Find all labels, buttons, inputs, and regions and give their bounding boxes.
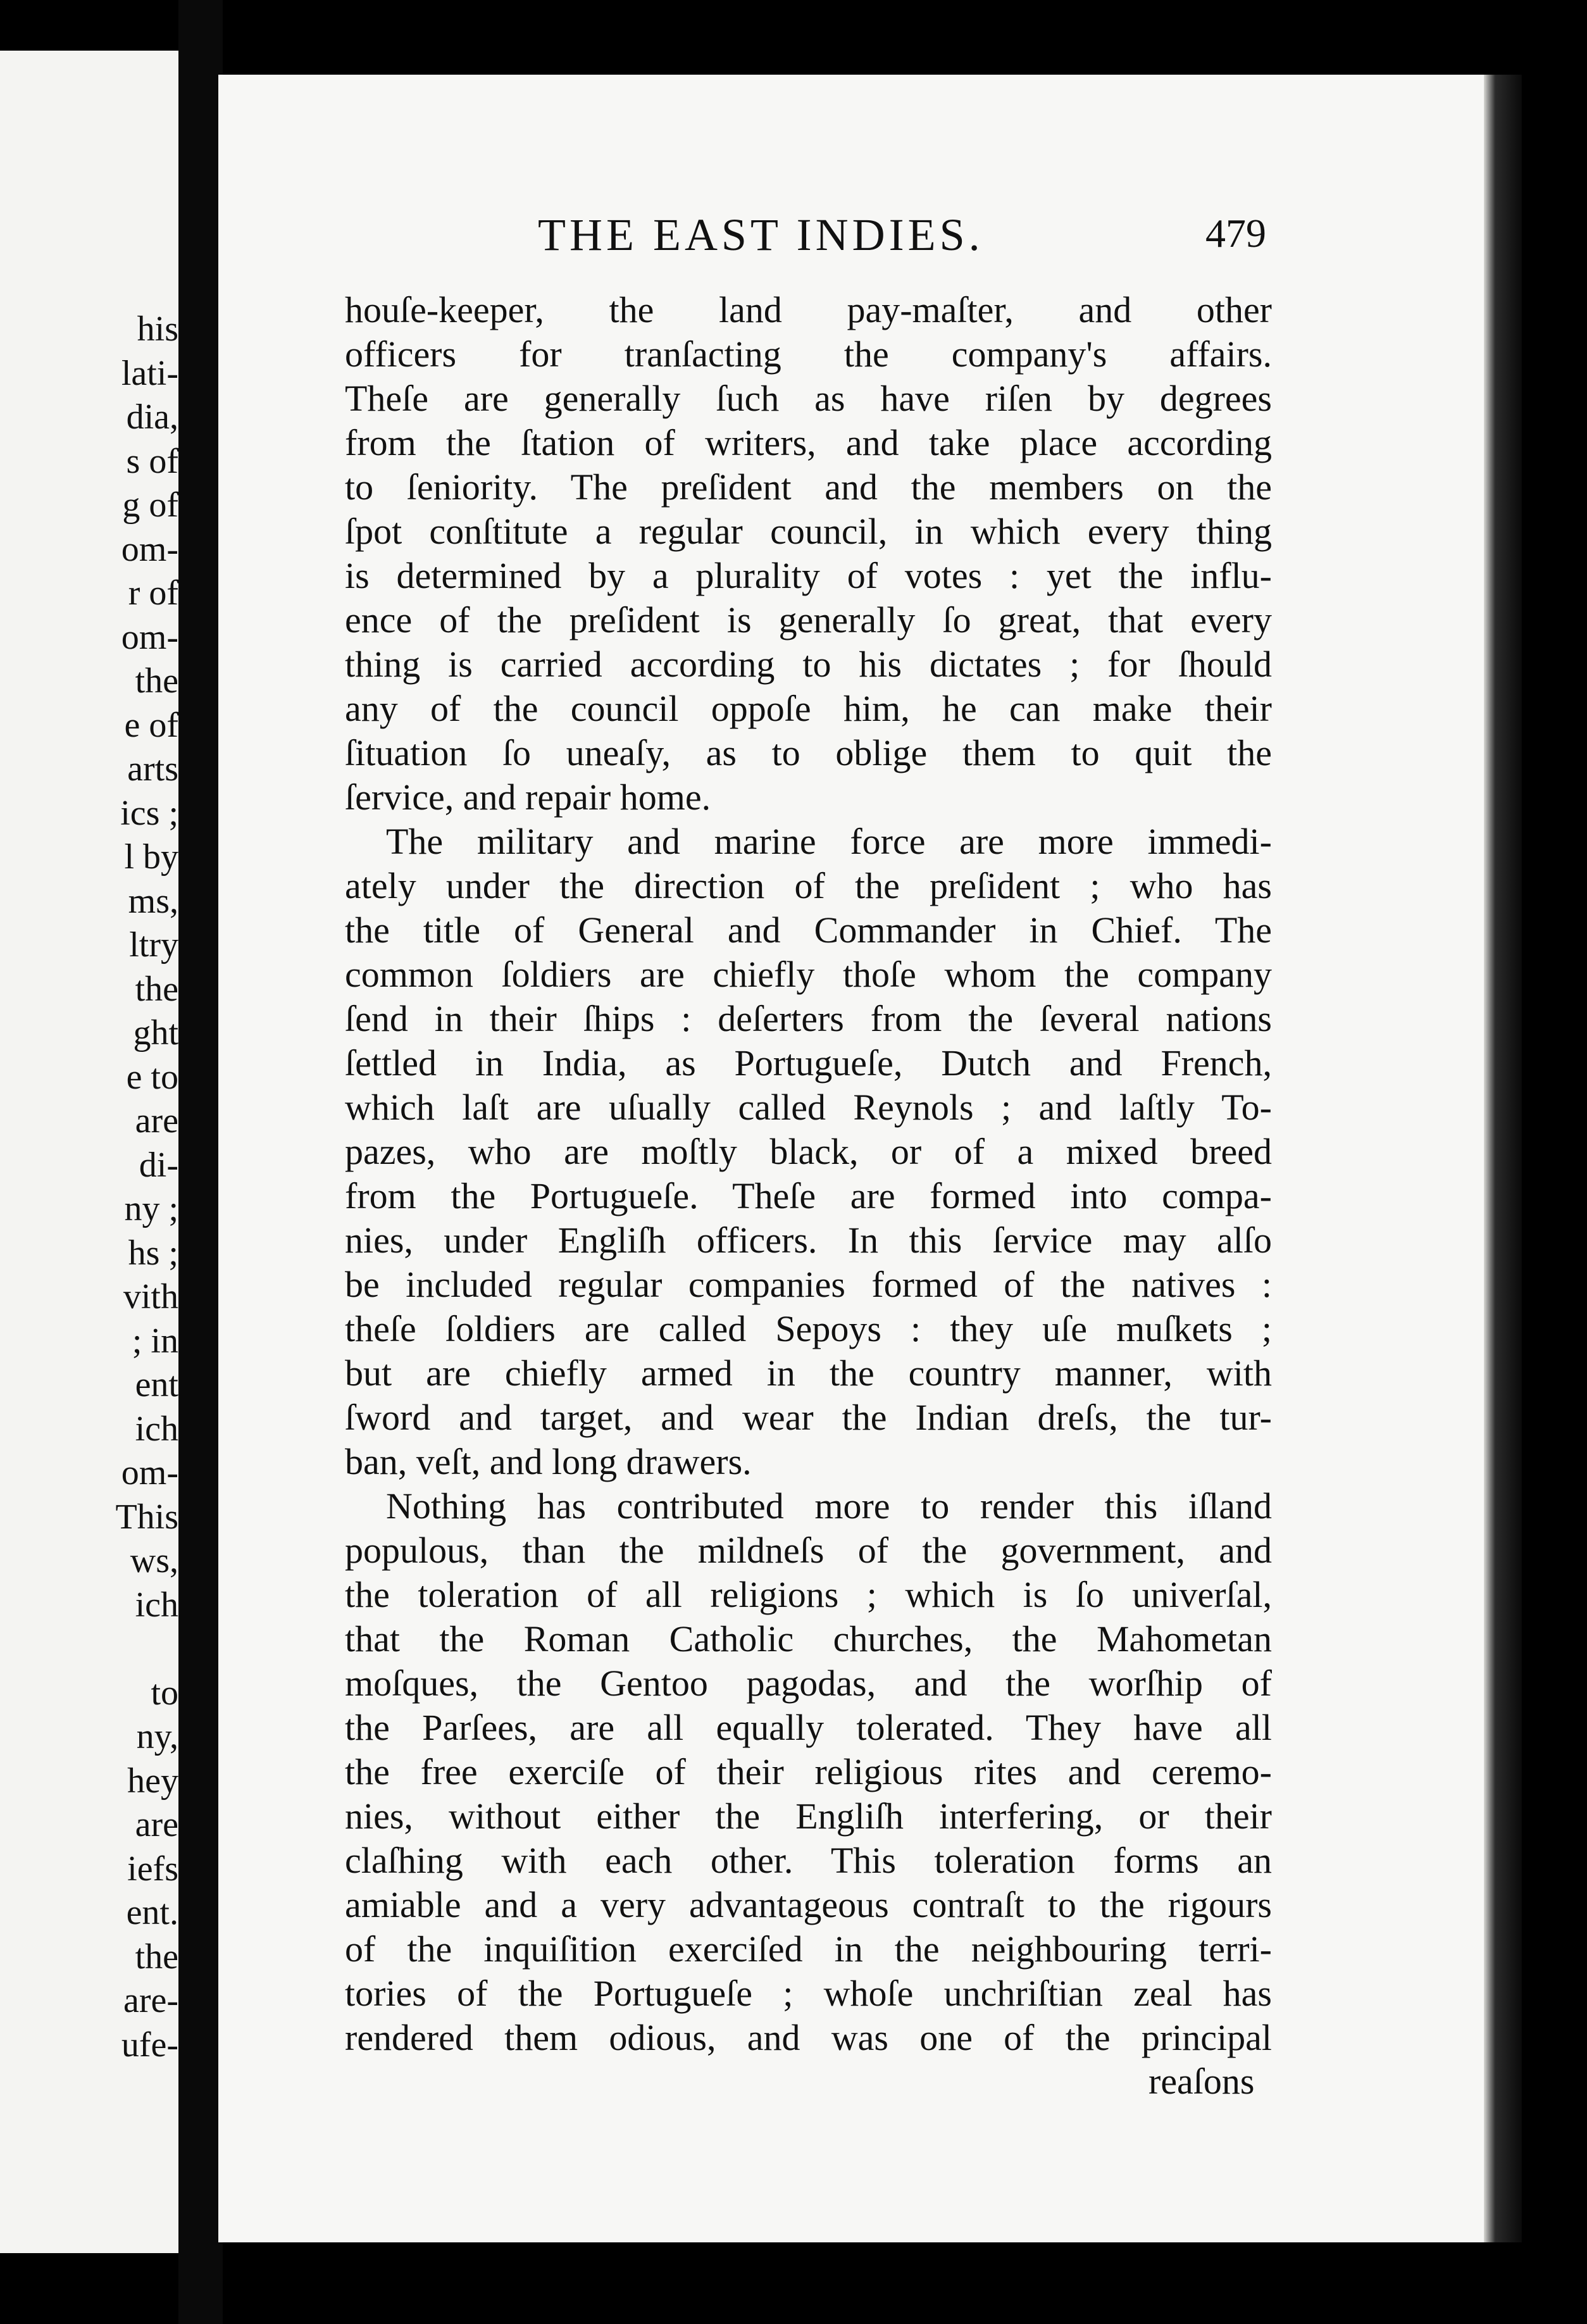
body-text-line: to ſeniority. The preſident and the members on the [345,466,1272,508]
left-page-line-fragment: the [135,969,178,1009]
left-page-line-fragment: This [115,1497,178,1537]
body-text-line: which laſt are uſually called Reynols ; and laſtly To- [345,1087,1272,1128]
left-page-line-fragment: ms, [128,881,178,921]
left-page-line-fragment: to [151,1673,178,1713]
body-text-line: houſe-keeper, the land pay-maſter, and other [345,289,1272,330]
left-page-line-fragment: ny, [136,1717,178,1756]
body-text-line: tories of the Portugueſe ; whoſe unchriſtian zeal has [345,1973,1272,2014]
body-text-line: that the Roman Catholic churches, the Mahometan [345,1618,1272,1659]
left-page-line-fragment: the [135,661,178,701]
body-text-line: the title of General and Commander in Chief. The [345,909,1272,951]
left-page-line-fragment: hey [127,1761,178,1801]
body-text [345,288,1272,2060]
body-text-line: ſervice, and repair home. [345,777,711,818]
left-page-line-fragment: ich [135,1409,178,1449]
left-page-line-fragment: e of [124,705,178,745]
left-page-line-fragment: the [135,1937,178,1977]
left-page-line-fragment: om- [121,617,178,657]
body-text-line: of the inquiſition exerciſed in the neighbouring terri- [345,1928,1272,1970]
body-text-line: rendered them odious, and was one of the principal [345,2017,1272,2058]
body-text-line: ſpot conſtitute a regular council, in which every thing [345,511,1272,552]
page-edge [1484,75,1522,2242]
left-page-line-fragment: hs ; [128,1233,178,1273]
left-page-line-fragment: om- [121,1453,178,1492]
left-page-line-fragment: are [135,1101,178,1140]
body-text-line: pazes, who are moſtly black, or of a mixed breed [345,1131,1272,1172]
left-page-line-fragment: e to [126,1057,178,1097]
catchword: reaſons [1148,2061,1255,2102]
page-number: 479 [1205,211,1266,256]
body-text-line: common ſoldiers are chiefly thoſe whom the company [345,954,1272,995]
body-text-line: claſhing with each other. This toleration forms an [345,1840,1272,1881]
left-page-line-fragment: di- [139,1145,178,1185]
left-page-line-fragment: arts [127,749,178,789]
left-page-line-fragment: g of [122,485,178,525]
body-text-line: any of the council oppoſe him, he can make their [345,688,1272,729]
left-page-line-fragment: ny ; [124,1189,178,1228]
body-text-line: Theſe are generally ſuch as have riſen by degrees [345,378,1272,419]
body-text-line: be included regular companies formed of the natives : [345,1264,1272,1305]
body-text-line: ſituation ſo uneaſy, as to oblige them to quit the [345,732,1272,773]
body-text-line: officers for tranſacting the company's affairs. [345,334,1272,375]
left-page-line-fragment: ltry [129,925,178,965]
left-facing-page [0,51,178,2253]
left-page-line-fragment: ich [135,1585,178,1625]
body-text-line: nies, without either the Engliſh interfering, or their [345,1796,1272,1837]
body-text-line: theſe ſoldiers are called Sepoys : they uſe muſkets ; [345,1308,1272,1349]
left-page-line-fragment: r of [128,573,178,613]
left-page-line-fragment: ent. [126,1893,178,1932]
body-text-line: ban, veſt, and long drawers. [345,1441,752,1482]
body-text-line: thing is carried according to his dictates ; for ſhould [345,644,1272,685]
body-text-line: nies, under Engliſh officers. In this ſervice may alſo [345,1220,1272,1261]
body-text-line: ſend in their ſhips : deſerters from the ſeveral nations [345,998,1272,1039]
body-text-line: ſettled in India, as Portugueſe, Dutch and French, [345,1042,1272,1084]
body-text-line: Nothing has contributed more to render this iſland [386,1485,1272,1527]
body-text-line: moſques, the Gentoo pagodas, and the worſhip of [345,1663,1272,1704]
left-page-line-fragment: iefs [127,1849,178,1889]
body-text-line: from the ſtation of writers, and take place according [345,422,1272,463]
body-text-line: the free exerciſe of their religious rites and ceremo- [345,1751,1272,1792]
left-page-line-fragment: ics ; [120,793,178,833]
left-page-line-fragment: are- [123,1981,178,2020]
body-text-line: from the Portugueſe. Theſe are formed into compa- [345,1175,1272,1216]
body-text-line: but are chiefly armed in the country manner, with [345,1353,1272,1394]
left-page-line-fragment: l by [124,837,178,877]
left-page-line-fragment: ; in [132,1321,178,1361]
left-page-line-fragment: ent [135,1365,178,1404]
left-page-line-fragment: vith [123,1277,178,1316]
left-page-line-fragment: ws, [130,1541,178,1580]
body-text-line: The military and marine force are more immedi- [386,821,1272,862]
left-page-line-fragment: dia, [126,397,178,437]
running-head: THE EAST INDIES. [538,209,984,260]
body-text-line: the Parſees, are all equally tolerated. They have all [345,1707,1272,1748]
body-text-line: the toleration of all religions ; which is ſo univerſal, [345,1574,1272,1615]
left-page-line-fragment: his [137,309,178,349]
left-page-line-fragment: are [135,1805,178,1844]
book-gutter [178,0,223,2324]
left-page-line-fragment: s of [126,441,178,481]
left-page-line-fragment: ufe- [121,2025,178,2065]
body-text-line: ence of the preſident is generally ſo great, that every [345,599,1272,640]
body-text-line: populous, than the mildneſs of the government, and [345,1530,1272,1571]
body-text-line: ately under the direction of the preſident ; who has [345,865,1272,906]
left-page-line-fragment: lati- [121,353,178,393]
left-page-line-fragment: om- [121,529,178,569]
body-text-line: is determined by a plurality of votes : yet the influ- [345,555,1272,596]
left-page-line-fragment: ght [133,1013,178,1053]
body-text-line: amiable and a very advantageous contraſt to the rigours [345,1884,1272,1925]
body-text-line: ſword and target, and wear the Indian dreſs, the tur- [345,1397,1272,1438]
